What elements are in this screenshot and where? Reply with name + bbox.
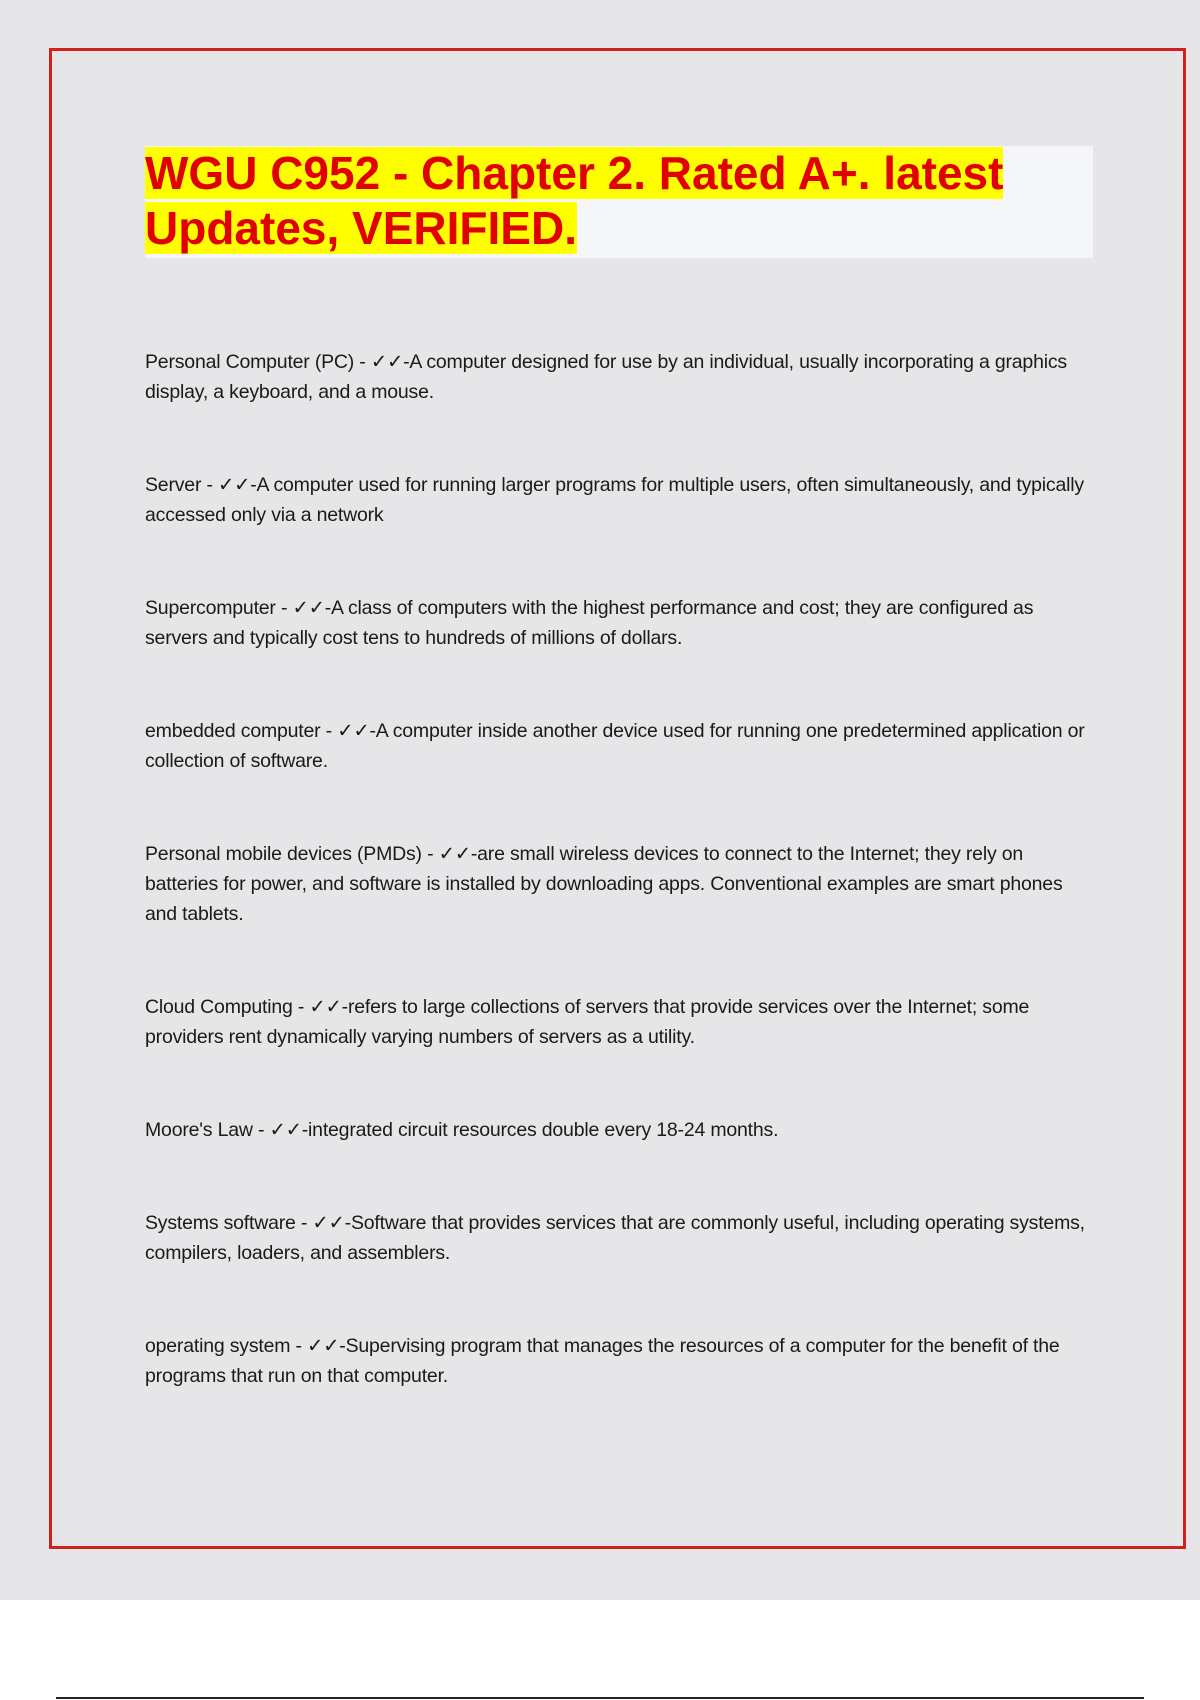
flashcard-entry: Cloud Computing - ✓✓-refers to large collections of servers that provide services over the Internet; some providers rent dynamically varying numbers of servers as a utility. bbox=[145, 996, 1030, 1048]
title-block bbox=[145, 146, 1093, 258]
flashcard-entry: Personal Computer (PC) - ✓✓-A computer designed for use by an individual, usually incorporating a graphics display, a keyboard, and a mouse. bbox=[145, 351, 1067, 403]
flashcard-entry: Systems software - ✓✓-Software that provides services that are commonly useful, including operating systems, compilers, loaders, and assemblers. bbox=[145, 1212, 1085, 1264]
document-title bbox=[145, 146, 1093, 256]
flashcard-entry: operating system - ✓✓-Supervising program that manages the resources of a computer for the benefit of the programs that run on that computer. bbox=[145, 1335, 1060, 1387]
flashcard-entry: Personal mobile devices (PMDs) - ✓✓-are small wireless devices to connect to the Internet; they rely on batteries for power, and software is installed by downloading apps. Conventional examples are smart phones and tablets. bbox=[145, 843, 1063, 925]
flashcard-entry: Supercomputer - ✓✓-A class of computers with the highest performance and cost; they are configured as servers and typically cost tens to hundreds of millions of dollars. bbox=[145, 597, 1034, 649]
flashcard-entry: Moore's Law - ✓✓-integrated circuit resources double every 18-24 months. bbox=[145, 1119, 779, 1141]
page-border bbox=[49, 48, 1186, 1549]
footer-divider bbox=[56, 1697, 1144, 1699]
title-highlight: WGU C952 - Chapter 2. Rated A+. latest Updates, VERIFIED. bbox=[145, 147, 1004, 254]
flashcard-entry: embedded computer - ✓✓-A computer inside another device used for running one predetermined application or collection of software. bbox=[145, 720, 1085, 772]
flashcard-entry: Server - ✓✓-A computer used for running larger programs for multiple users, often simultaneously, and typically accessed only via a network bbox=[145, 474, 1084, 526]
